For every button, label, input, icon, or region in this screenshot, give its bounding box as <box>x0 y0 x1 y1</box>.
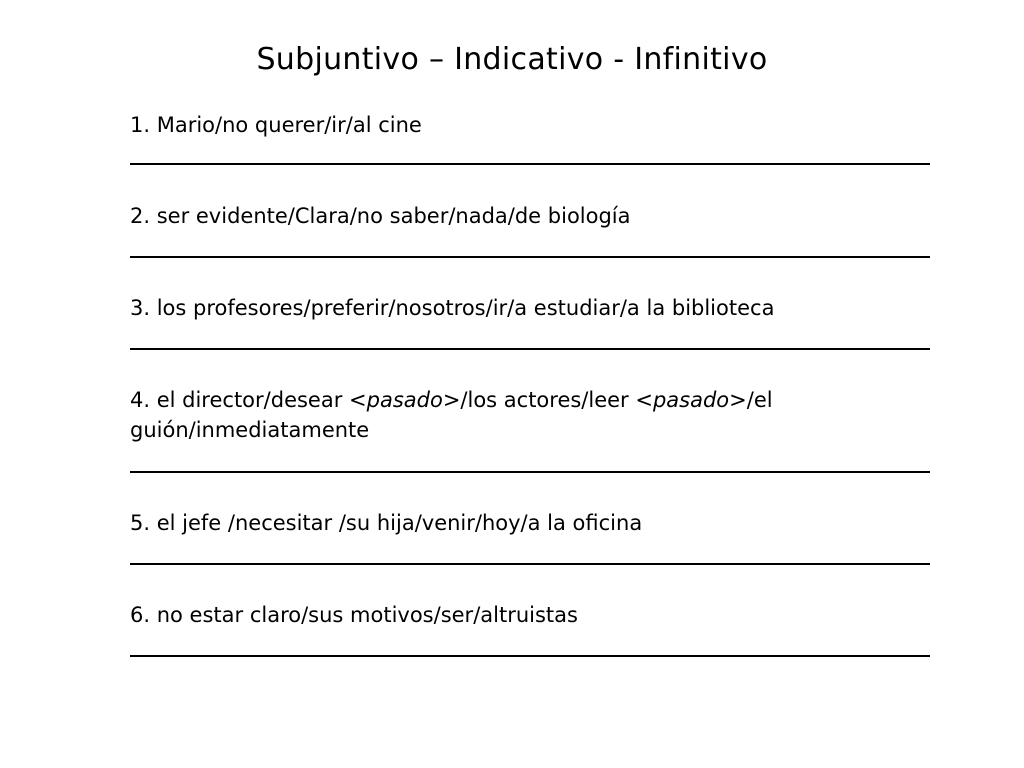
prompt-4-text-c: >/el guión/inmediatamente <box>130 388 773 442</box>
exercise-prompt-1: 1. Mario/no querer/ir/al cine <box>130 113 422 137</box>
exercise-prompt-6: 6. no estar claro/sus motivos/ser/altruistas <box>130 603 578 627</box>
answer-line-2[interactable] <box>130 256 930 258</box>
exercise-prompt-5: 5. el jefe /necesitar /su hija/venir/hoy/a la oficina <box>130 511 643 535</box>
answer-line-4[interactable] <box>130 471 930 473</box>
answer-line-1[interactable] <box>130 163 930 165</box>
exercise-prompt-4 <box>130 385 930 445</box>
answer-line-6[interactable] <box>130 655 930 657</box>
prompt-4-italic-b: pasado <box>652 388 730 412</box>
page-title: Subjuntivo – Indicativo - Infinitivo <box>256 42 768 77</box>
exercise-prompt-3: 3. los profesores/preferir/nosotros/ir/a estudiar/a la biblioteca <box>130 296 775 320</box>
exercise-prompt-2: 2. ser evidente/Clara/no saber/nada/de biología <box>130 204 631 228</box>
answer-line-3[interactable] <box>130 348 930 350</box>
prompt-4-text-a: 4. el director/desear < <box>130 388 367 412</box>
prompt-4-italic-a: pasado <box>366 388 443 412</box>
answer-line-5[interactable] <box>130 563 930 565</box>
prompt-4-text-b: >/los actores/leer < <box>442 388 653 412</box>
